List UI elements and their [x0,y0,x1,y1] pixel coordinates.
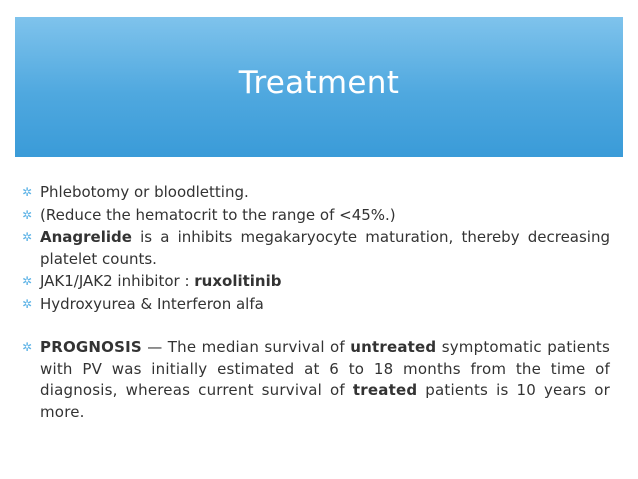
list-item [22,271,610,293]
list-item-text: is a inhibits megakaryocyte maturation, thereby decreasing platelet counts. [40,228,610,268]
asterisk-bullet-icon: ✲ [22,207,33,222]
list-item [22,182,610,204]
prognosis-text: patients is 10 years or more. [40,381,610,421]
prognosis-label: PROGNOSIS [40,338,142,356]
asterisk-bullet-icon: ✲ [22,185,33,199]
asterisk-bullet-icon: ✲ [22,230,33,244]
list-item [22,294,610,316]
asterisk-bullet-icon: ✲ [22,274,33,288]
spacer [22,316,610,337]
asterisk-bullet-icon: ✲ [22,296,33,311]
list-item-text: (Reduce the hematocrit to the range of <45%.) [40,205,396,224]
prognosis-paragraph [22,337,610,423]
treated-emphasis: treated [352,381,418,399]
untreated-emphasis: untreated [350,338,437,356]
list-item [22,227,610,270]
title-banner [15,17,623,157]
bullet-list [22,182,610,424]
prognosis-text: symptomatic patients with PV was initially estimated at 6 to 18 months from the time of diagnosis, whereas current survival of [40,338,610,399]
drug-name-anagrelide: Anagrelide [40,228,132,246]
list-item [22,205,610,227]
slide-title: Treatment [238,65,400,101]
drug-name-ruxolitinib: ruxolitinib [194,272,282,290]
prognosis-text: — The median survival of [141,338,351,356]
asterisk-bullet-icon: ✲ [22,340,33,354]
list-item-text: JAK1/JAK2 inhibitor : [40,272,195,290]
list-item-text: Phlebotomy or bloodletting. [40,183,249,201]
list-item-text: Hydroxyurea & Interferon alfa [40,294,264,313]
